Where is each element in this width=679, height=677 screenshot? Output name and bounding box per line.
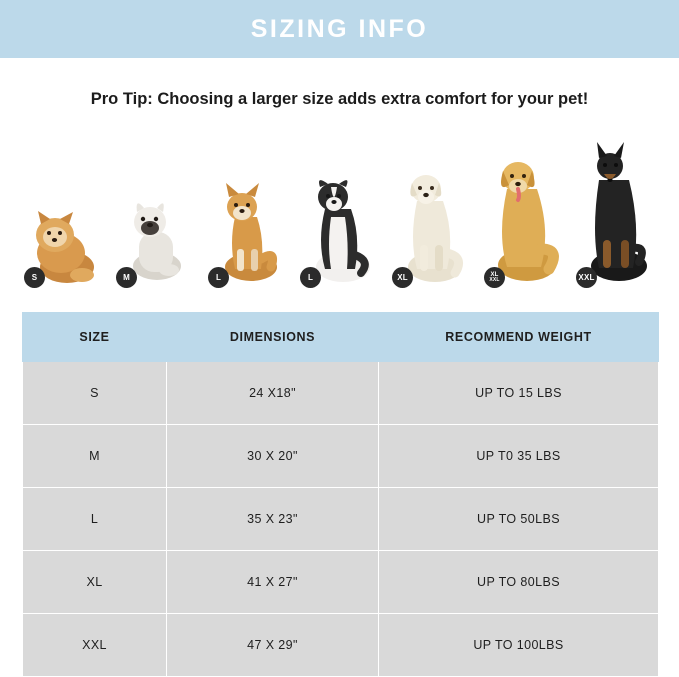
table-row [23, 488, 659, 551]
cell-size: XL [23, 551, 167, 614]
column-header-size: SIZE [23, 313, 167, 362]
cell-weight: UP TO 50LBS [379, 488, 659, 551]
dog-size-item [482, 145, 566, 290]
cell-dimensions: 47 X 29" [167, 614, 379, 677]
dog-size-item [574, 145, 658, 290]
cell-weight: UP T0 35 LBS [379, 425, 659, 488]
cell-dimensions: 41 X 27" [167, 551, 379, 614]
column-header-weight: RECOMMEND WEIGHT [379, 313, 659, 362]
cell-size: L [23, 488, 167, 551]
dog-size-item [206, 145, 290, 290]
cell-dimensions: 35 X 23" [167, 488, 379, 551]
size-badge: L [208, 267, 229, 288]
cell-dimensions: 24 X18" [167, 362, 379, 425]
page-title: SIZING INFO [250, 14, 429, 43]
cell-weight: UP TO 15 LBS [379, 362, 659, 425]
sizing-table [22, 312, 659, 677]
column-header-dimensions: DIMENSIONS [167, 313, 379, 362]
dog-size-item [22, 145, 106, 290]
size-badge [484, 267, 505, 288]
table-row [23, 362, 659, 425]
cell-weight: UP TO 80LBS [379, 551, 659, 614]
table-row [23, 551, 659, 614]
size-badge: XXL [576, 267, 597, 288]
size-badge-primary: XL [490, 271, 499, 278]
cell-size: M [23, 425, 167, 488]
table-header-row [23, 313, 659, 362]
dog-size-item [114, 145, 198, 290]
size-badge: S [24, 267, 45, 288]
table-row [23, 614, 659, 677]
size-badge: L [300, 267, 321, 288]
cell-dimensions: 30 X 20" [167, 425, 379, 488]
dog-size-item [298, 145, 382, 290]
size-badge-secondary: XXL [489, 277, 500, 284]
pro-tip-text: Pro Tip: Choosing a larger size adds extra comfort for your pet! [90, 90, 589, 108]
cell-weight: UP TO 100LBS [379, 614, 659, 677]
table-row [23, 425, 659, 488]
cell-size: XXL [23, 614, 167, 677]
size-badge: XL [392, 267, 413, 288]
dog-size-item [390, 145, 474, 290]
cell-size: S [23, 362, 167, 425]
dog-size-row [22, 145, 658, 290]
size-badge: M [116, 267, 137, 288]
header-banner [0, 0, 679, 58]
